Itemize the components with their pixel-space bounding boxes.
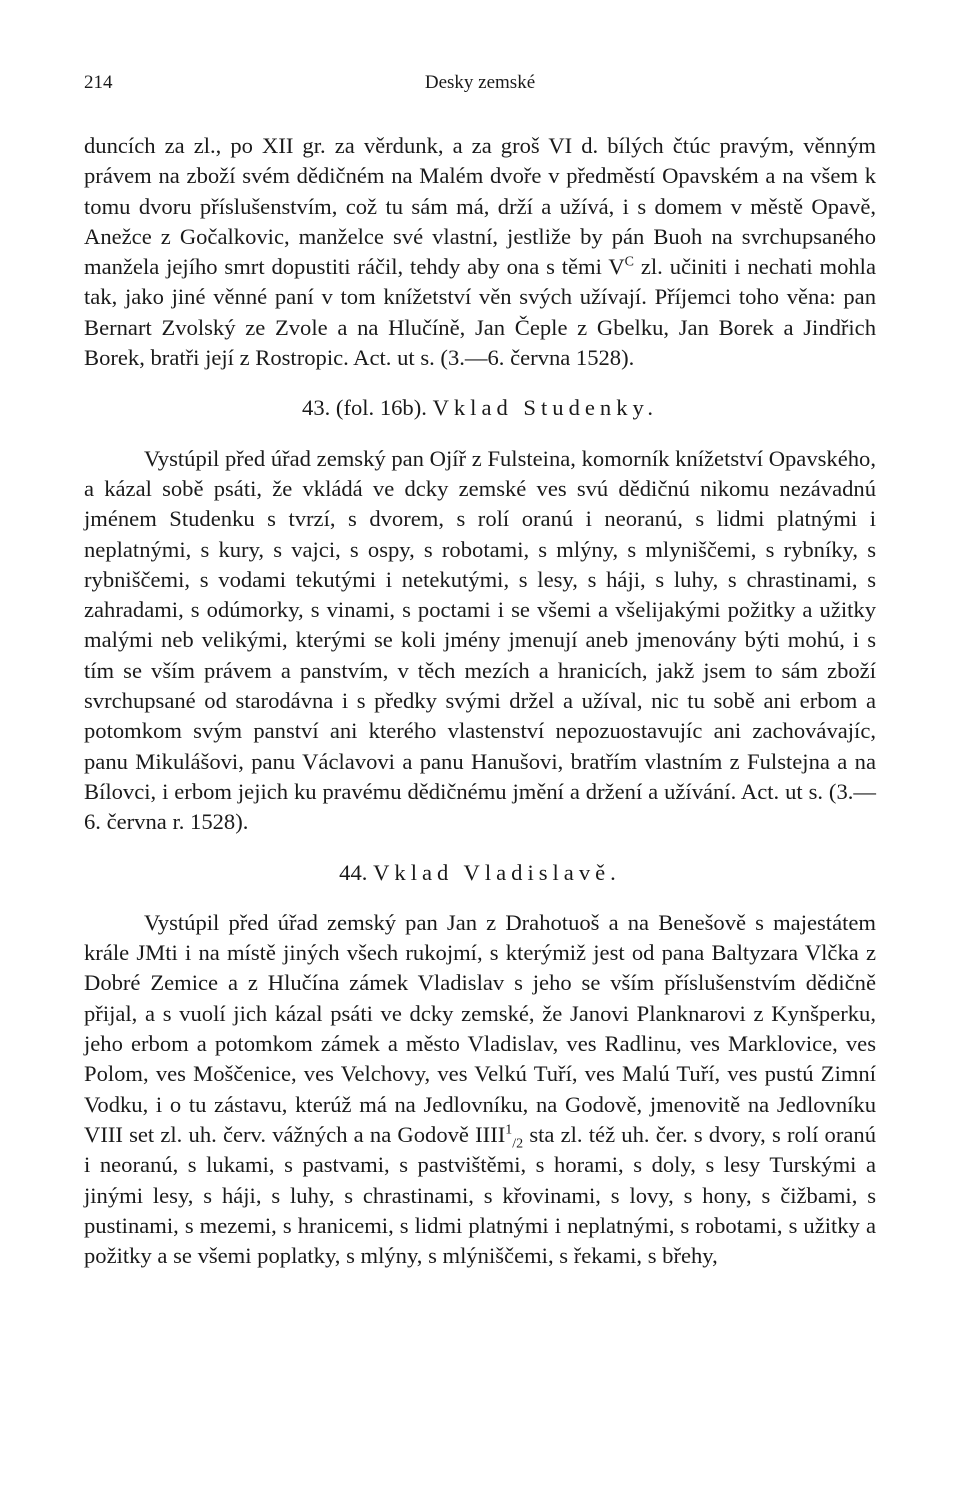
entry-heading-43 [84,393,876,423]
entry-number: 44. [339,859,368,885]
entry-number: 43. (fol. 16b). [302,395,427,421]
entry-44-text [84,908,876,1272]
paragraph-text: Vystúpil před úřad zemský pan Jan z Drahotuoš a na Benešově s majestátem krále JMti i na místě jiných všech rukojmí, s kterýmiž jest od pana Baltyzara Vlčka z Dobré Zemice a z Hlučína zámek Vladislav s jeho se vším příslušenstvím dědičně přijal, a s vuolí jich kázal psáti ve dcky zemské, že Janovi Planknarovi z Kynšperku, jeho erbom a potomkom zámek a město Vladislav, ves Radlinu, ves Marklovice, ves Polom, ves Moščenice, ves Velchovy, ves Velkú Tuří, ves Malú Tuří, ves pustú Zimní Vodku, i o tu zástavu, kterúž má na Jedlovníku, na Godově, jmenovitě na Jedlovníku VIII set zl. uh. červ. vážných a na Godově IIII [84,909,876,1147]
page-number: 214 [84,72,113,93]
fraction-denominator: /2 [512,1136,524,1152]
paragraph-continuation [84,131,876,373]
entry-title: Vklad Vladislavě. [373,859,621,885]
running-head [84,72,876,102]
running-title: Desky zemské [424,72,536,93]
superscript: C [624,254,635,270]
fraction-numerator: 1 [505,1122,513,1138]
paragraph-text: zl. učiniti i nechati mohla tak, jako jiné věnné paní v tom knížetství věn svých užívají. Příjemci toho věna: pan Bernart Zvolský ze Zvole a na Hlučíně, Jan Čeple z Gbelku, Jan Borek a Jindřich Borek, bratři její z Rostropic. Act. ut s. (3.—6. června 1528). [84,254,876,371]
document-body [84,131,876,1271]
entry-heading-44 [84,858,876,888]
entry-43-text: Vystúpil před úřad zemský pan Ojíř z Fulsteina, komorník knížetství Opavského, a kázal sobě psáti, že vkládá ve dcky zemské ves svú dědičnú nikomu nezávadnú jménem Studenku s tvrzí, s dvorem, s rolí oranú i neoranú, s lidmi platnými i neplatnými, s kury, s vajci, s ospy, s robotami, s mlýny, s mlyniščemi, s rybníky, s rybniščemi, s vodami tekutými i netekutými, s lesy, s háji, s luhy, s chrastinami, s zahradami, s odúmorky, s vinami, s poctami i se všemi a všelijakými požitky a užitky malými neb velikými, kterými se koli jmény jmenují aneb jmenovány býti mohú, i s tím se vším právem a panstvím, v těch mezích a hranicích, jakž jsem to sám zboží svrchupsané od starodávna i s předky svými držel a užíval, nic tu sobě ani erbom a potomkom svým panství ani kterého vlastenství nepozuostavujíc ani zachovávajíc, panu Mikulášovi, panu Václavovi a panu Hanušovi, bratřím vlastním z Fulstejna a na Bílovci, i erbom jejich ku pravému dědičnému jmění a držení a užívání. Act. ut s. (3.—6. června r. 1528). [84,445,876,835]
entry-title: Vklad Studenky. [432,395,658,421]
paragraph-text: duncích za zl., po XII gr. za věrdunk, a za groš VI d. bílých čtúc pravým, věnným právem na zboží svém dědičném na Malém dvoře v předměstí Opavském a na všem k tomu dvoru příslušenstvím, což tu sám má, drží a užívá, i s domem v městě Opavě, Anežce z Gočalkovic, manželce své vlastní, jestliže by pán Buoh na svrchupsaného manžela jejího smrt dopustiti ráčil, tehdy aby ona s těmi V [84,133,876,280]
paragraph-text: sta zl. též uh. čer. s dvory, s rolí oranú i neoranú, s lukami, s pastvami, s pastvištěmi, s horami, s doly, s lesy Turskými a jinými lesy, s háji, s luhy, s chrastinami, s křovinami, s lovy, s hony, s čižbami, s pustinami, s mezemi, s hranicemi, s lidmi platnými i neplatnými, s robotami, s užitky a požitky a se všemi poplatky, s mlýny, s mlýniščemi, s řekami, s břehy, [84,1121,876,1269]
